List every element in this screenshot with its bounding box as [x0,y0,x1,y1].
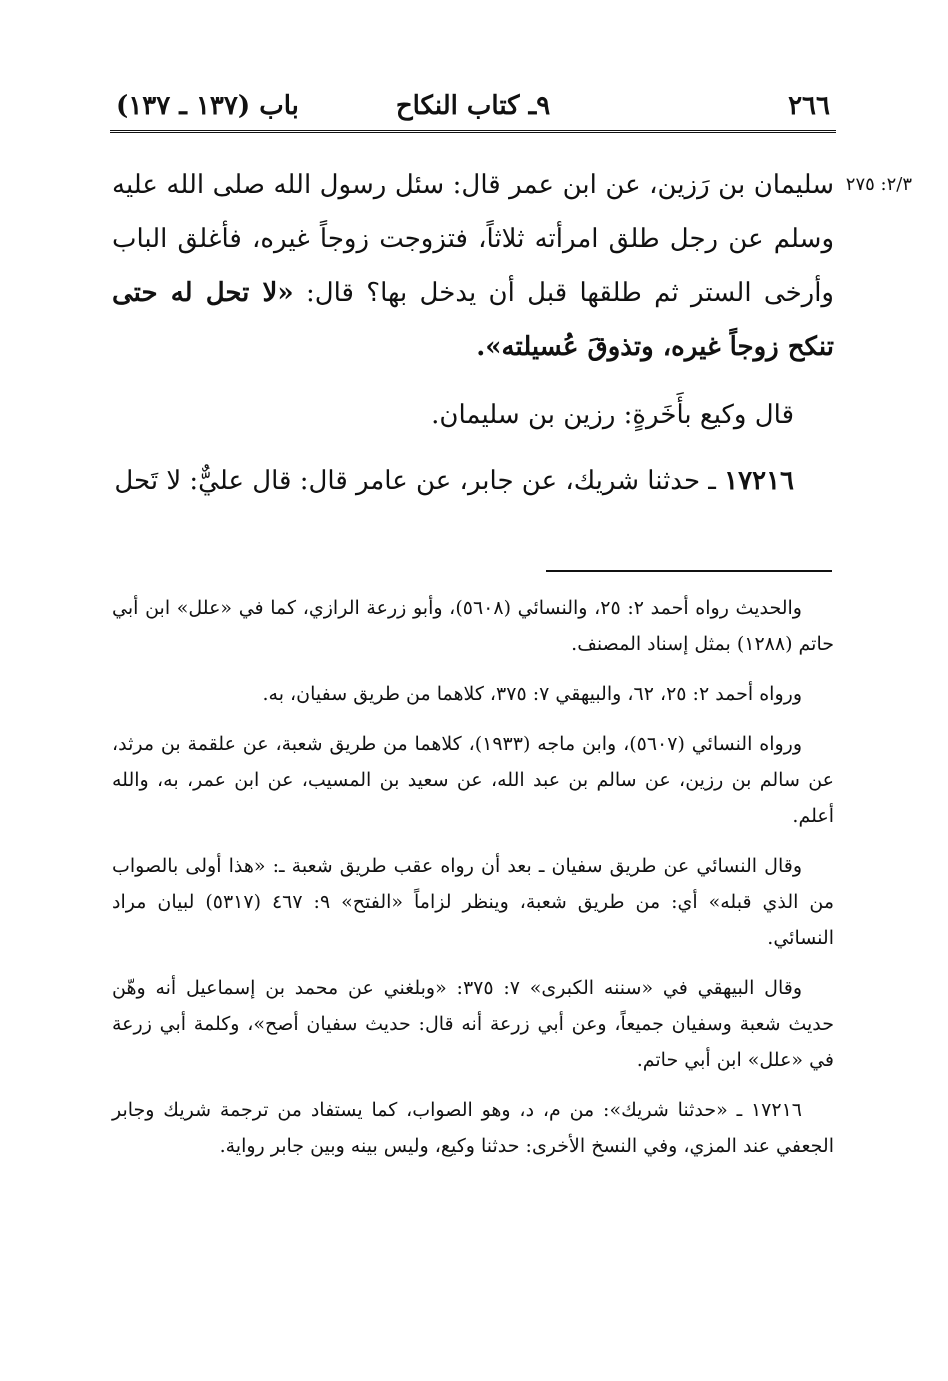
footnote-paragraph: ورواه النسائي (٥٦٠٧)، وابن ماجه (١٩٣٣)، كلاهما من طريق شعبة، عن علقمة بن مرثد، عن سالم بن رزين، عن سالم بن عبد الله، عن سعيد بن المسيب، عن ابن عمر، به، والله أعلم. [112,733,834,827]
narrator-note: قال وكيع بأَخَرةٍ: رزين بن سليمان. [431,400,794,430]
footnote-paragraph: ورواه أحمد ٢: ٢٥، ٦٢، والبيهقي ٧: ٣٧٥، كلاهما من طريق سفيان، به. [262,683,802,705]
footnote-separator [546,570,832,572]
next-hadith [112,454,834,508]
footnote-paragraph: والحديث رواه أحمد ٢: ٢٥، والنسائي (٥٦٠٨)، وأبو زرعة الرازي، كما في «علل» ابن أبي حاتم (١٢٨٨) بمثل إسناد المصنف. [112,597,834,655]
hadith-number: ١٧٢١٦ [724,466,794,496]
hadith-text: سليمان بن رَزين، عن ابن عمر قال: سئل رسول الله صلى الله عليه وسلم عن رجل طلق امرأته ثلاثاً، فتزوجت زوجاً غيره، فأغلق الباب وأرخى الستر ثم طلقها قبل أن يدخل بها؟ قال: [112,170,834,308]
main-text [112,158,912,508]
next-hadith-text: ـ حدثنا شريك، عن جابر، عن عامر قال: قال عليٌّ: لا تَحل [114,466,725,496]
footnotes [112,590,834,1178]
header-rule [110,130,836,133]
hadith-reference: ٢/٣: ٢٧٥ [845,174,912,195]
hadith-quote: «لا تحل له حتى تنكح زوجاً غيره، وتذوقَ عُسيلته». [112,278,834,362]
running-title: ٩ـ كتاب النكاح [395,91,551,121]
footnote-paragraph: وقال النسائي عن طريق سفيان ـ بعد أن رواه عقب طريق شعبة ـ: «هذا أولى بالصواب من الذي قبله» أي: من طريق شعبة، وينظر لزاماً «الفتح» ٩: ٤٦٧ (٥٣١٧) لبيان مراد النسائي. [112,855,834,949]
footnote-paragraph: ١٧٢١٦ ـ «حدثنا شريك»: من م، د، وهو الصواب، كما يستفاد من ترجمة شريك وجابر الجعفي عند المزي، وفي النسخ الأخرى: حدثنا وكيع، وليس بينه وبين جابر رواية. [112,1099,834,1157]
page-header [110,86,836,130]
hadith-paragraph [112,158,834,374]
chapter-range: باب (١٣٧ ـ ١٣٧) [116,91,299,121]
page-number: ٢٦٦ [788,91,830,121]
footnote-paragraph: وقال البيهقي في «سننه الكبرى» ٧: ٣٧٥: «وبلغني عن محمد بن إسماعيل أنه وهّن حديث شعبة وسفيان جميعاً، وعن أبي زرعة أنه قال: حديث سفيان أصح»، وكلمة أبي زرعة في «علل» ابن أبي حاتم. [112,977,834,1071]
